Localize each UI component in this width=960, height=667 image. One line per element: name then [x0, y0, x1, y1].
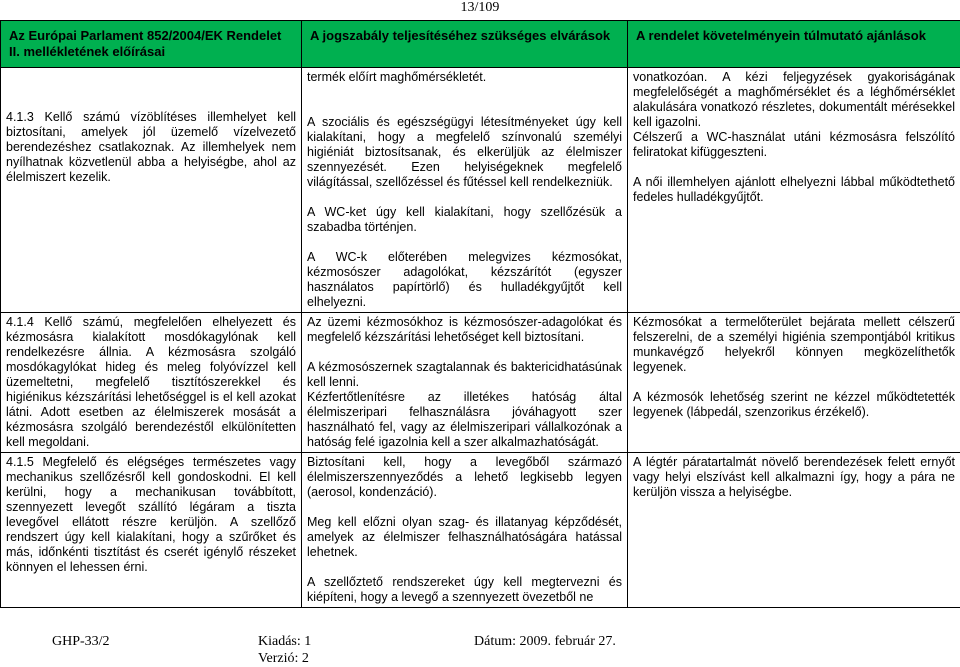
regulation-cell [1, 313, 302, 453]
recommendation-text: Célszerű a WC-használat utáni kézmosásra felszólító feliratokat kifüggeszteni. [633, 130, 955, 159]
regulation-text: 4.1.4 Kellő számú, megfelelően elhelyezett és kézmosásra kialakított mosdókagylónak kell rendelkezésre állnia. A kézmosásra szolgáló mosdókagylókat hideg és meleg folyóvízzel kell üzemeltetni, megfelelő tisztítószerekkel és higiénikus kézszárítási lehetőséggel is el kell azokat látni. Adott esetben az élelmiszerek mosását a kézmosásra szolgáló berendezéstől elkülönítetten kell megoldani. [6, 315, 296, 449]
requirement-text: A szociális és egészségügyi létesítményeket úgy kell kialakítani, hogy a megfelelő színvonalú személyi higiéniát biztosítsanak, és elkerüljük az élelmiszer szennyezését. Ezen helyiségeknek megfelelő világítással, szellőzéssel és fűtéssel kell rendelkezniük. [307, 115, 622, 189]
table-row [1, 313, 960, 453]
header-requirements-column: A jogszabály teljesítéséhez szükséges elvárások [302, 21, 628, 68]
recommendation-text: Kézmosókat a termelőterület bejárata mellett célszerű felszerelni, de a személyi higiénia szempontjából kritikus munkavégző helyekről könnyen megközelíthetők legyenek. [633, 315, 955, 374]
recommendation-text: A légtér páratartalmát növelő berendezések felett ernyőt vagy helyi elszívást kell alkalmazni így, hogy a pára ne kerüljön vissza a helyiségbe. [633, 455, 955, 499]
recommendations-cell [628, 68, 960, 313]
recommendation-text: vonatkozóan. A kézi feljegyzések gyakoriságának megfelelőségét a maghőmérséklet és a léghőmérséklet alakulására vonatkozó részletes, dokumentált mérésekkel kell igazolni. [633, 70, 955, 129]
requirement-text: A szellőztető rendszereket úgy kell megtervezni és kiépíteni, hogy a levegő a szennyezett övezetből ne [307, 575, 622, 604]
requirements-cell [302, 68, 628, 313]
recommendation-text: A kézmosók lehetőség szerint ne kézzel működtetették legyenek (lábpedál, szenzorikus érzékelő). [633, 390, 955, 419]
header-recommendations-column: A rendelet követelményein túlmutató ajánlások [628, 21, 960, 68]
recommendations-cell [628, 453, 960, 608]
requirement-text: Kézfertőtlenítésre az illetékes hatóság által élelmiszeripari felhasználásra jóváhagyott szer használható fel, vagy az élelmiszeripari vállalkozónak a hatóság felé igazolnia kell a szer alkalmazhatóságát. [307, 390, 622, 449]
requirement-text: Biztosítani kell, hogy a levegőből származó élelmiszerszennyeződés a lehető legkisebb legyen (aerosol, kondenzáció). [307, 455, 622, 499]
requirement-text: A WC-k előterében melegvizes kézmosókat, kézmosószer adagolókat, kézszárítót (egyszer használatos papírtörlő) és hulladékgyűjtőt kell elhelyezni. [307, 250, 622, 309]
requirements-cell [302, 453, 628, 608]
requirements-cell [302, 313, 628, 453]
version: Verzió: 2 [258, 651, 309, 666]
page-footer [0, 633, 960, 667]
regulation-text: 4.1.5 Megfelelő és elégséges természetes vagy mechanikus szellőzésről kell gondoskodni. El kell kerülni, hogy a mechanikusan továbbított, szennyezett levegőt szállító légáram a tiszta levegővel ellátott részre kerüljön. A szellőző rendszert úgy kell kialakítani, hogy a szűrőket és más, időnkénti tisztítást és cserét igénylő részeket könnyen el lehessen érni. [6, 455, 296, 574]
requirement-text: A WC-ket úgy kell kialakítani, hogy szellőzésük a szabadba történjen. [307, 205, 622, 234]
document-id: GHP-33/2 [52, 634, 110, 649]
regulation-cell [1, 453, 302, 608]
recommendation-text: A női illemhelyen ajánlott elhelyezni lábbal működtethető fedeles hulladékgyűjtőt. [633, 175, 955, 204]
edition: Kiadás: 1 [258, 634, 312, 649]
page-number: 13/109 [460, 0, 500, 15]
regulation-cell [1, 68, 302, 313]
document-date: Dátum: 2009. február 27. [474, 634, 616, 649]
header-regulation-column: Az Európai Parlament 852/2004/EK Rendelet II. mellékletének előírásai [1, 21, 302, 68]
requirement-text: termék előírt maghőmérsékletét. [307, 70, 487, 84]
table-row [1, 453, 960, 608]
requirements-table [0, 20, 960, 608]
table-row [1, 68, 960, 313]
requirement-text: Meg kell előzni olyan szag- és illatanyag képződését, amelyek az élelmiszer felhasználhatóságára hatással lehetnek. [307, 515, 622, 559]
regulation-text: 4.1.3 Kellő számú vízöblítéses illemhelyet kell biztosítani, amelyek jól üzemelő vízelvezető berendezéshez csatlakoznak. Az illemhelyek nem nyílhatnak közvetlenül abba a helyiségbe, ahol az élelmiszert kezelik. [6, 110, 296, 184]
table-header-row [1, 21, 960, 68]
requirement-text: Az üzemi kézmosókhoz is kézmosószer-adagolókat és megfelelő kézszárítási lehetőséget kell biztosítani. [307, 315, 622, 344]
requirement-text: A kézmosószernek szagtalannak és baktericidhatásúnak kell lenni. [307, 360, 622, 389]
recommendations-cell [628, 313, 960, 453]
